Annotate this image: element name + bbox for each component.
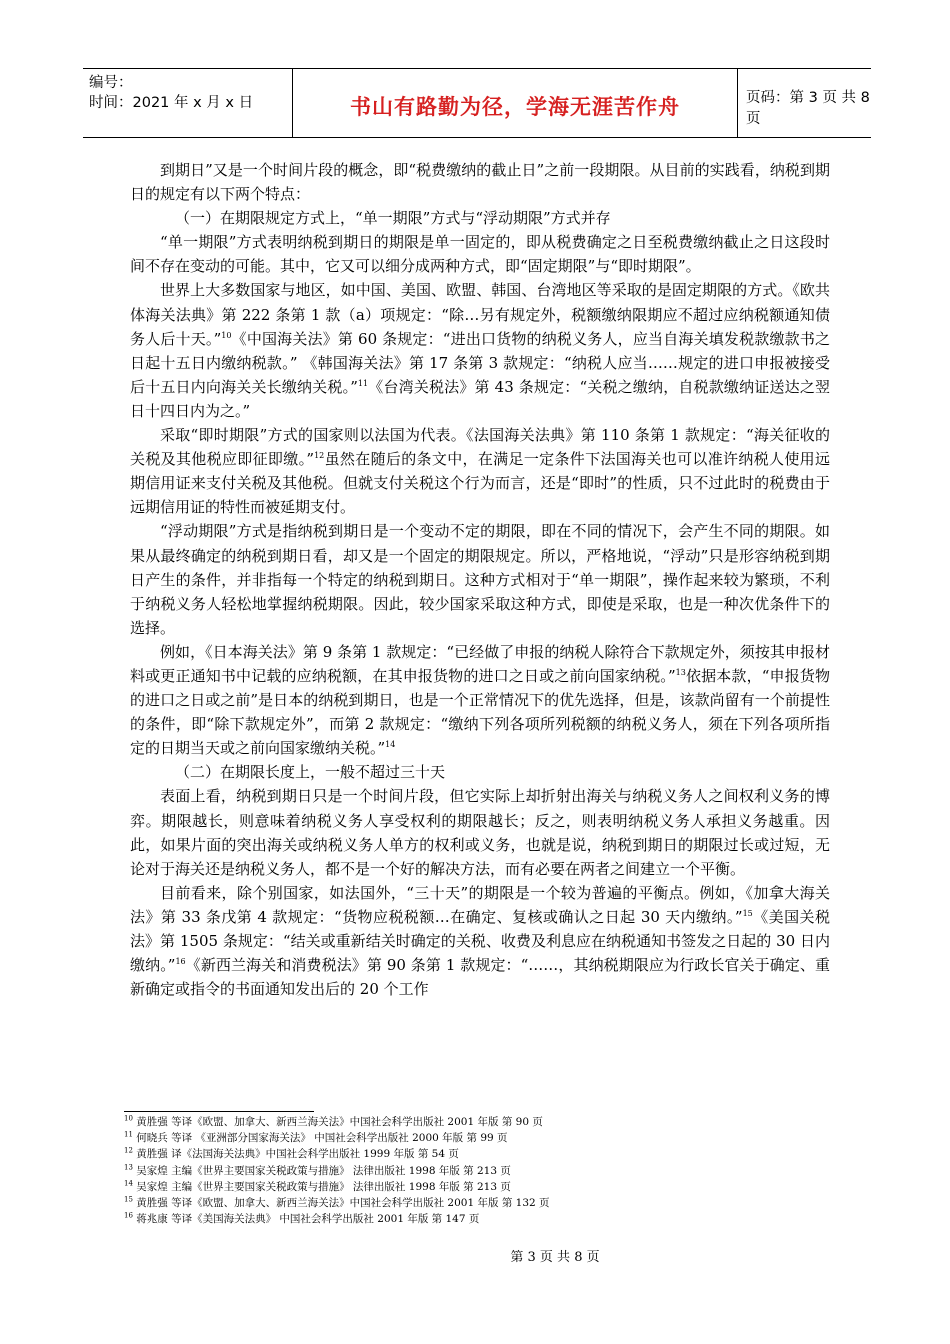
footnote-marker: 10 — [221, 330, 232, 340]
footnote-marker: 14 — [385, 740, 396, 750]
paragraph — [130, 881, 830, 1001]
paragraph-text: 目前看来，除个别国家，如法国外，“三十天”的期限是一个较为普遍的平衡点。例如，《加拿大海关法》第 33 条戊第 4 款规定：“货物应税税额…在确定、复核或确认之日起 30 天内缴纳。” — [130, 883, 830, 926]
document-body — [130, 158, 830, 1001]
footnote-number: 13 — [124, 1163, 133, 1172]
footnote-item — [124, 1163, 824, 1179]
paragraph — [130, 519, 830, 639]
paragraph — [130, 278, 830, 423]
footnote-marker: 15 — [742, 908, 753, 918]
footnote-number: 14 — [124, 1179, 133, 1188]
footnote-marker: 13 — [675, 667, 686, 677]
footnote-number: 11 — [124, 1130, 133, 1139]
paragraph — [130, 230, 830, 278]
footnote-item — [124, 1195, 824, 1211]
section-heading — [130, 206, 830, 230]
footnote-item — [124, 1179, 824, 1195]
paragraph-text: 《台湾关税法》第 43 条规定：“关税之缴纳，自税款缴纳证送达之翌日十四日内为之。” — [130, 377, 831, 420]
paragraph — [130, 640, 830, 760]
paragraph-text: 表面上看，纳税到期日只是一个时间片段，但它实际上却折射出海关与纳税义务人之间权利义务的博弈。期限越长，则意味着纳税义务人享受权利的期限越长；反之，则表明纳税义务人承担义务越重。因此，如果片面的突出海关或纳税义务人单方的权利或义务，也就是说，纳税到期日的期限过长或过短，无论对于海关还是纳税义务人，都不是一个好的解决方法，而有必要在两者之间建立一个平衡。 — [130, 787, 830, 878]
paragraph-text: 依据本款，“申报货物的进口之日或之前”是日本的纳税到期日，也是一个正常情况下的优先选择，但是，该款尚留有一个前提性的条件，即“除下款规定外”，而第 2 款规定：“缴纳下列各项所列税额的纳税义务人，须在下列各项所指定的日期当天或之前向国家缴纳关税。” — [130, 666, 830, 758]
footnote-text: 吴家煌 主编《世界主要国家关税政策与措施》 法律出版社 1998 年版 第 213 页 — [132, 1180, 511, 1193]
footnotes — [124, 1114, 824, 1227]
footnote-marker: 16 — [175, 957, 186, 967]
footnote-marker: 11 — [357, 378, 369, 388]
page-number-footer: 第 3 页 共 8 页 — [510, 1250, 600, 1265]
document-date-label: 时间：2021 年 x 月 x 日 — [89, 95, 254, 111]
paragraph-text: 采取“即时期限”方式的国家则以法国为代表。《法国海关法典》第 110 条第 1 款规定：“海关征收的关税及其他税应即征即缴。” — [130, 426, 830, 469]
footnote-text: 黄胜强 等译《欧盟、加拿大、新西兰海关法》中国社会科学出版社 2001 年版 第 90 页 — [132, 1116, 543, 1128]
footnote-marker: 12 — [314, 451, 325, 461]
paragraph — [130, 784, 830, 880]
paragraph — [130, 158, 830, 206]
paragraph-text: 例如，《日本海关法》第 9 条第 1 款规定：“已经做了申报的纳税人除符合下款规定外，须按其申报材料或更正通知书中记载的应纳税额，在其申报货物的进口之日或之前向国家纳税。” — [130, 642, 830, 685]
footnote-text: 何晓兵 等译 《亚洲部分国家海关法》 中国社会科学出版社 2000 年版 第 99 页 — [132, 1132, 508, 1145]
paragraph-text: 《新西兰海关和消费税法》第 90 条第 1 款规定：“……，其纳税期限应为行政长官关于确定、重新确定或指令的书面通知发出后的 20 个工作 — [130, 956, 831, 999]
header-page-info: 页码：第 3 页 共 8 页 — [746, 90, 870, 127]
paragraph-text: 虽然在随后的条文中，在满足一定条件下法国海关也可以准许纳税人使用远期信用证来支付关税及其他税。但就支付关税这个行为而言，还是“即时”的性质，只不过此时的税费由于远期信用证的特性而被延期支付。 — [130, 450, 830, 517]
footnote-text: 蒋兆康 等译《美国海关法典》 中国社会科学出版社 2001 年版 第 147 页 — [132, 1213, 480, 1226]
footnote-number: 15 — [124, 1195, 133, 1204]
paragraph-text: 世界上大多数国家与地区，如中国、美国、欧盟、韩国、台湾地区等采取的是固定期限的方式。《欧共体海关法典》第 222 条第 1 款（a）项规定：“除…另有规定外，税额缴纳限期应不超过应纳税额通知债务人后十天。” — [130, 281, 830, 348]
footnote-item — [124, 1146, 824, 1162]
footnote-separator — [124, 1111, 314, 1112]
footnote-text: 吴家煌 主编《世界主要国家关税政策与措施》 法律出版社 1998 年版 第 213 页 — [132, 1164, 511, 1177]
footnote-number: 10 — [124, 1114, 133, 1123]
paragraph-text: 《中国海关法》第 60 条规定：“进出口货物的纳税义务人，应当自海关填发税款缴款书之日起十五日内缴纳税款。” 《韩国海关法》第 17 条第 3 款规定：“纳税人应当……规定的进口申报被接受后十五日内向海关关长缴纳关税。” — [130, 329, 831, 396]
footnote-number: 12 — [124, 1146, 133, 1155]
footnote-number: 16 — [124, 1211, 133, 1220]
page-header — [83, 68, 871, 138]
header-motto-cell — [293, 69, 738, 137]
footnote-item — [124, 1211, 824, 1227]
header-meta — [83, 69, 293, 137]
paragraph — [130, 423, 830, 519]
section-heading — [130, 760, 830, 784]
footnote-item — [124, 1114, 824, 1130]
header-motto: 书山有路勤为径，学海无涯苦作舟 — [350, 95, 680, 119]
footnote-text: 黄胜强 译《法国海关法典》中国社会科学出版社 1999 年版 第 54 页 — [132, 1148, 459, 1161]
paragraph-text: 到期日”又是一个时间片段的概念，即“税费缴纳的截止日”之前一段期限。从目前的实践看，纳税到期日的规定有以下两个特点： — [130, 161, 830, 204]
footnote-text: 黄胜强 等译《欧盟、加拿大、新西兰海关法》中国社会科学出版社 2001 年版 第 132 页 — [132, 1197, 550, 1210]
paragraph-text: （一）在期限规定方式上，“单一期限”方式与“浮动期限”方式并存 — [175, 209, 611, 228]
document-number-label: 编号： — [89, 75, 133, 91]
footnote-item — [124, 1130, 824, 1146]
paragraph-text: （二）在期限长度上，一般不超过三十天 — [175, 763, 446, 782]
paragraph-text: 《美国关税法》第 1505 条规定：“结关或重新结关时确定的关税、收费及利息应在纳税通知书签发之日起的 30 日内缴纳。” — [130, 907, 830, 975]
paragraph-text: “浮动期限”方式是指纳税到期日是一个变动不定的期限，即在不同的情况下，会产生不同的期限。如果从最终确定的纳税到期日看，却又是一个固定的期限规定。所以，严格地说，“浮动”只是形容纳税到期日产生的条件，并非指每一个特定的纳税到期日。这种方式相对于“单一期限”，操作起来较为繁琐，不利于纳税义务人轻松地掌握纳税期限。因此，较少国家采取这种方式，即使是采取，也是一种次优条件下的选择。 — [130, 522, 830, 637]
paragraph-text: “单一期限”方式表明纳税到期日的期限是单一固定的，即从税费确定之日至税费缴纳截止之日这段时间不存在变动的可能。其中，它又可以细分成两种方式，即“固定期限”与“即时期限”。 — [130, 233, 830, 276]
